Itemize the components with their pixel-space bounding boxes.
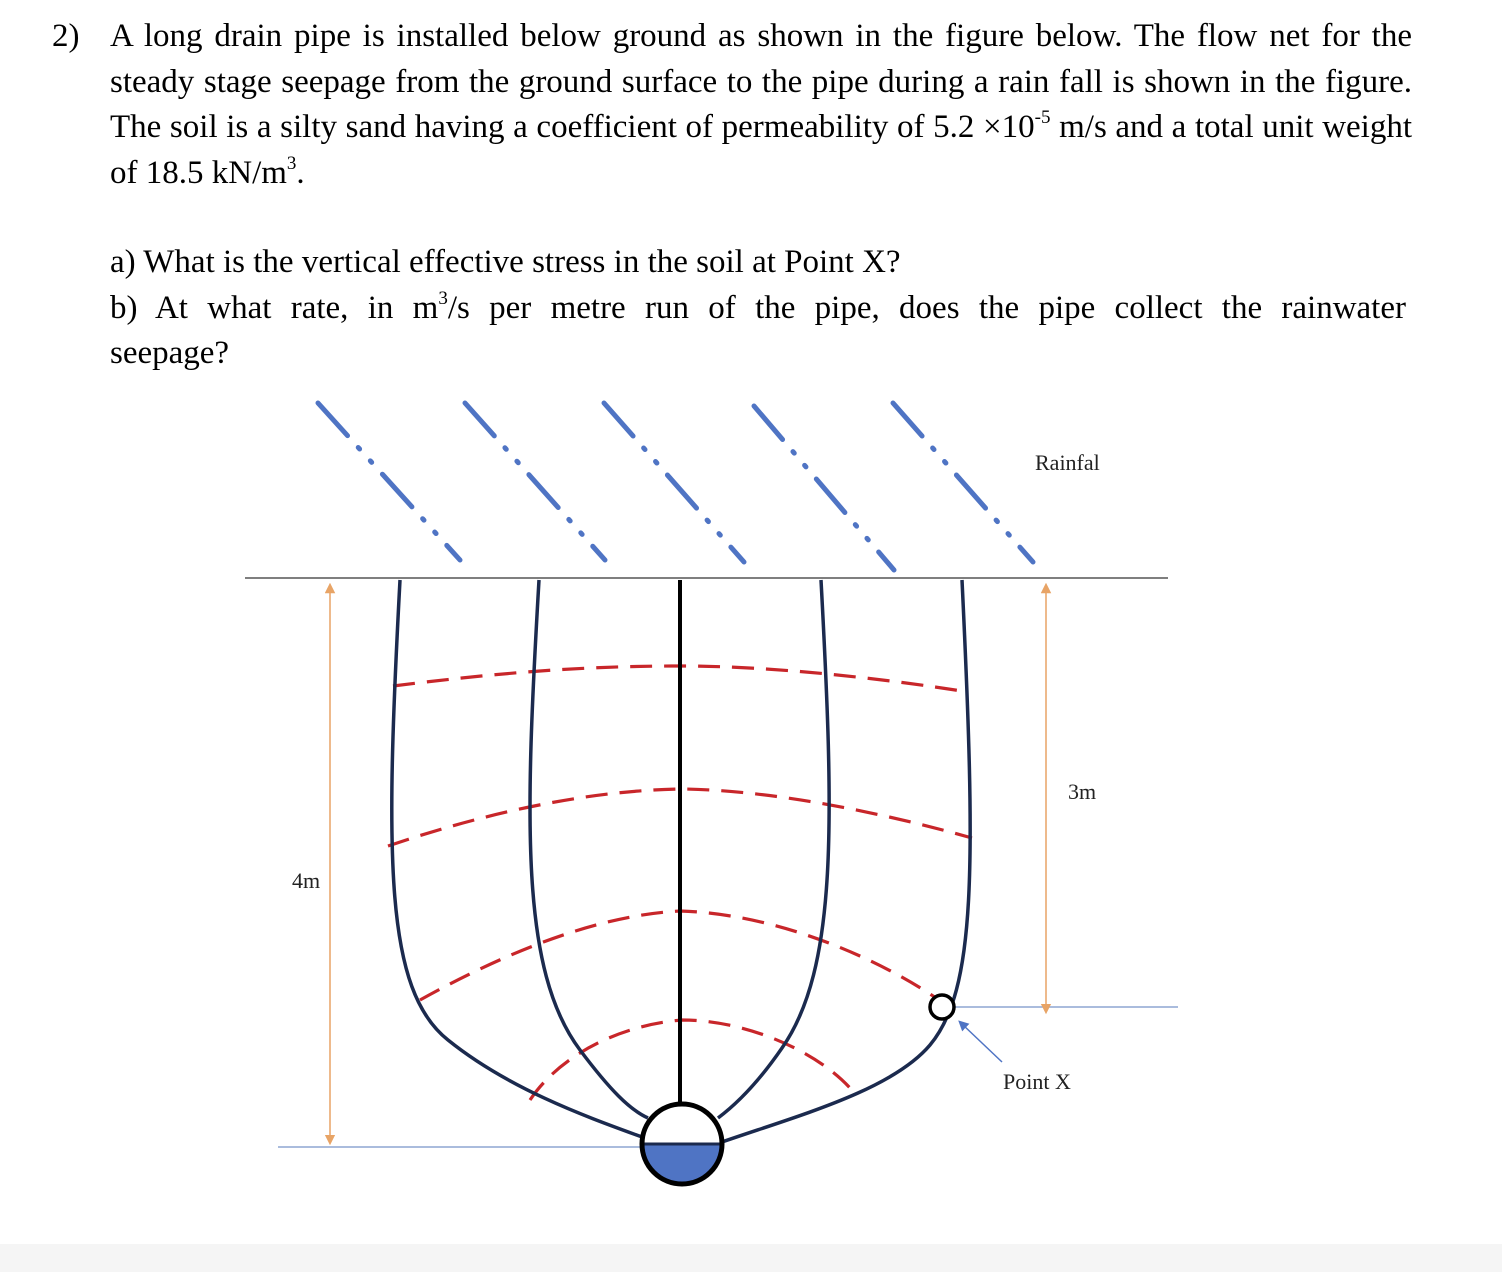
dimension-label-4m: 4m (292, 868, 321, 893)
problem-number: 2) (52, 18, 80, 54)
flow-line-1 (392, 580, 642, 1137)
question-b: b) At what rate, in $m^3/s$ per metre run of the pipe, does the pipe collect the rainwater (110, 287, 1406, 326)
question-b-continued: seepage? (110, 335, 230, 371)
page-bottom-band (0, 1244, 1502, 1272)
rain-streak (604, 403, 744, 562)
exponent: 3 (438, 287, 448, 309)
equipotential-line-4 (530, 1020, 850, 1100)
dimension-label-3m: 3m (1068, 779, 1097, 804)
pipe-water (640, 1144, 724, 1188)
point-x-marker (930, 995, 954, 1019)
rainfall-streaks (318, 403, 1033, 570)
rain-streak (893, 403, 1033, 562)
flow-line-5 (722, 580, 970, 1142)
flow-lines (392, 580, 970, 1142)
problem-text: A long drain pipe is installed below ground as shown in the figure below. The flow net for the steady stage seepage from the ground surface to the pipe during a rain fall is shown in the figure. The soil is a silty sand having a coefficient of permeability of $5.2 \times 10^{-5}$ m/s and a total unit weight of 18.5 $kN/m^3$. (110, 18, 1413, 191)
rainfall-label: Rainfal (1035, 450, 1100, 475)
point-x-leader-arrow (962, 1024, 1002, 1062)
drain-pipe (640, 1104, 724, 1188)
question-a: a) What is the vertical effective stress in the soil at Point X? (110, 244, 901, 280)
point-x-label: Point X (1003, 1069, 1071, 1094)
rain-streak (465, 403, 605, 560)
exponent: -5 (1034, 107, 1051, 128)
rain-streak (754, 406, 894, 570)
exponent: 3 (286, 152, 297, 174)
flow-line-4 (718, 580, 829, 1118)
flow-line-2 (530, 580, 648, 1118)
rain-streak (318, 403, 460, 560)
